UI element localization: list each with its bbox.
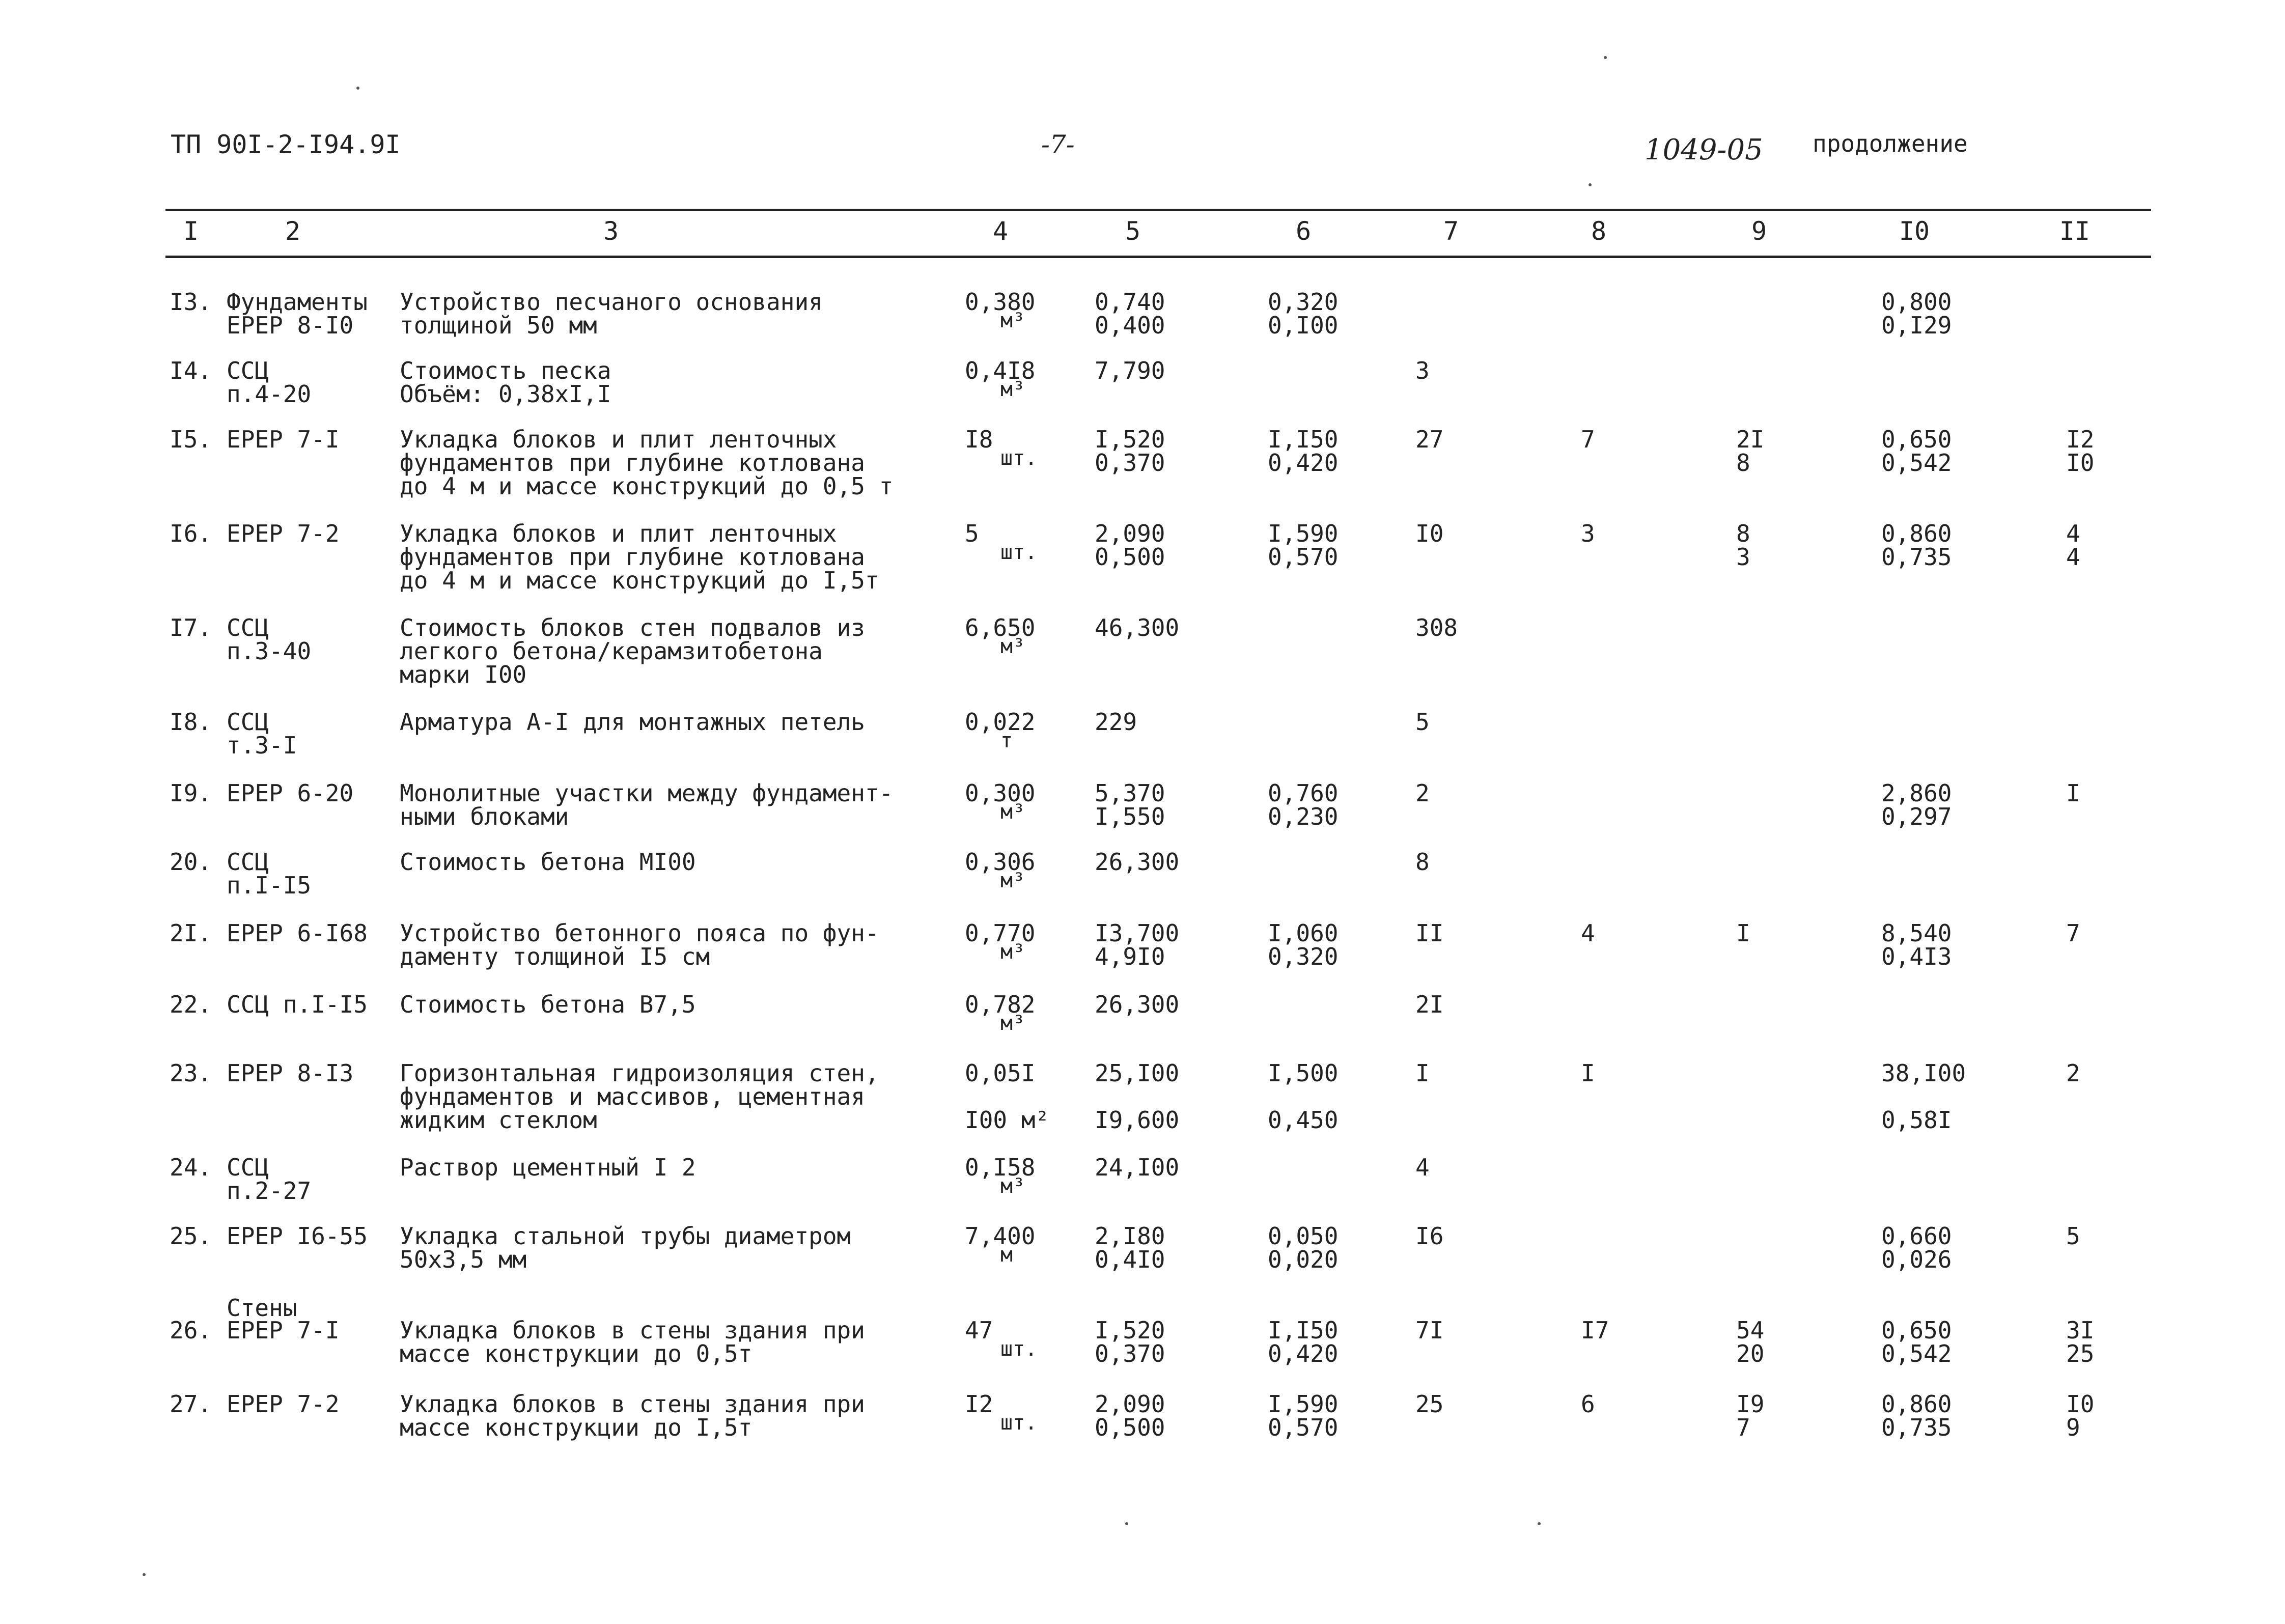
labor-per-unit: 0,800 0,I29 (1881, 288, 1952, 339)
scan-speck (1604, 56, 1607, 59)
unit-wage: 0,050 0,020 (1268, 1222, 1339, 1273)
quantity: 0,380 (965, 288, 1036, 316)
labor-total: I2 I0 (2066, 426, 2095, 477)
total-wage: 6 (1581, 1390, 1595, 1418)
quantity: 7,400 (965, 1222, 1036, 1250)
labor-total: 7 (2066, 919, 2080, 947)
continuation-label: продолжение (1813, 130, 1968, 157)
total-wage: 4 (1581, 919, 1595, 947)
unit-cost: I,520 0,370 (1095, 1317, 1165, 1367)
column-header: 2 (285, 216, 301, 246)
unit-cost: 5,370 I,550 (1095, 779, 1165, 830)
row-number: 27. (170, 1390, 212, 1418)
scan-speck (1125, 1522, 1128, 1525)
work-description: Арматура А-I для монтажных петель (400, 708, 865, 736)
rate-code: ЕРЕР 7-2 (227, 1390, 340, 1418)
unit-wage: 0,320 0,I00 (1268, 288, 1339, 339)
scan-speck (1589, 183, 1592, 186)
total-cost: 3 (1415, 357, 1430, 384)
work-description: Стоимость блоков стен подвалов из легкого бетона/керамзитобетона марки I00 (400, 614, 865, 688)
row-number: I8. (170, 708, 212, 736)
unit: м³ (1000, 1012, 1025, 1035)
labor-per-unit: 0,860 0,735 (1881, 520, 1952, 571)
column-header: 9 (1751, 216, 1767, 246)
row-number: 24. (170, 1154, 212, 1181)
labor-per-unit: 2,860 0,297 (1881, 779, 1952, 830)
row-number: I9. (170, 779, 212, 807)
rate-code: ЕРЕР 6-I68 (227, 919, 368, 947)
row-number: I4. (170, 357, 212, 384)
unit-cost: 46,300 (1095, 614, 1180, 641)
document-code: ТП 90I-2-I94.9I (171, 130, 401, 159)
machine-cost: 8 3 (1736, 520, 1750, 571)
unit-wage: I,I50 0,420 (1268, 1317, 1339, 1367)
total-cost: 308 (1415, 614, 1458, 641)
work-description: Устройство бетонного пояса по фун- даменту толщиной I5 см (400, 919, 879, 970)
labor-per-unit: 0,860 0,735 (1881, 1390, 1952, 1441)
quantity: 6,650 (965, 614, 1036, 641)
work-description: Монолитные участки между фундамент- ными блоками (400, 779, 894, 830)
column-header: I0 (1899, 216, 1930, 246)
column-header: II (2059, 216, 2091, 246)
unit: м³ (1000, 635, 1025, 658)
scan-speck (356, 87, 359, 90)
labor-per-unit: 8,540 0,4I3 (1881, 919, 1952, 970)
unit-cost: 229 (1095, 708, 1137, 736)
quantity: 0,770 (965, 919, 1036, 947)
machine-cost: 54 20 (1736, 1317, 1765, 1367)
handwritten-reference: 1049-05 (1645, 133, 1763, 166)
work-description: Укладка блоков и плит ленточных фундаментов при глубине котлована до 4 м и массе конструкций до 0,5 т (400, 426, 894, 500)
unit: м³ (1000, 940, 1025, 964)
column-header: 7 (1443, 216, 1459, 246)
unit-cost: 2,090 0,500 (1095, 520, 1165, 571)
unit-wage: I,060 0,320 (1268, 919, 1339, 970)
rate-code: ССЦ т.3-I (227, 708, 297, 759)
rate-code: ЕРЕР 7-I (227, 426, 340, 453)
rate-code: Фундаменты ЕРЕР 8-I0 (227, 288, 368, 339)
total-wage: I (1581, 1059, 1595, 1087)
unit: шт. (1000, 446, 1038, 470)
unit: м³ (1000, 800, 1025, 824)
group-label: Стены (227, 1294, 297, 1322)
rate-code: ЕРЕР I6-55 (227, 1222, 368, 1250)
rate-code: ССЦ п.2-27 (227, 1154, 312, 1205)
total-cost: 27 (1415, 426, 1444, 453)
total-cost: I6 (1415, 1222, 1444, 1250)
total-wage: 7 (1581, 426, 1595, 453)
unit-cost: 26,300 (1095, 991, 1180, 1018)
total-cost: II (1415, 919, 1444, 947)
unit-cost: 25,I00 I9,600 (1095, 1059, 1180, 1134)
unit: шт. (1000, 541, 1038, 564)
column-header: 3 (603, 216, 619, 246)
rate-code: ССЦ п.I-I5 (227, 991, 368, 1018)
total-cost: I0 (1415, 520, 1444, 547)
machine-cost: I (1736, 919, 1750, 947)
total-cost: 25 (1415, 1390, 1444, 1418)
work-description: Устройство песчаного основания толщиной 50 мм (400, 288, 823, 339)
labor-total: I (2066, 779, 2080, 807)
quantity: 47 (965, 1317, 993, 1344)
unit-wage: 0,760 0,230 (1268, 779, 1339, 830)
labor-per-unit: 0,650 0,542 (1881, 426, 1952, 477)
column-header: I (183, 216, 199, 246)
unit: м³ (1000, 378, 1025, 401)
total-cost: 5 (1415, 708, 1430, 736)
total-cost: 8 (1415, 848, 1430, 876)
work-description: Горизонтальная гидроизоляция стен, фундаментов и массивов, цементная жидким стеклом (400, 1059, 879, 1134)
column-header: 4 (992, 216, 1009, 246)
work-description: Стоимость песка Объём: 0,38хI,I (400, 357, 611, 408)
total-cost: I (1415, 1059, 1430, 1087)
scan-speck (1538, 1522, 1541, 1525)
total-cost: 7I (1415, 1317, 1444, 1344)
quantity: 0,I58 (965, 1154, 1036, 1181)
work-description: Стоимость бетона В7,5 (400, 991, 696, 1018)
column-header: 5 (1125, 216, 1141, 246)
total-wage: I7 (1581, 1317, 1609, 1344)
scan-speck (143, 1573, 146, 1576)
quantity: I2 (965, 1390, 993, 1418)
unit-wage: I,590 0,570 (1268, 1390, 1339, 1441)
quantity: 0,05I I00 м² (965, 1059, 1050, 1134)
quantity: 0,306 (965, 848, 1036, 876)
labor-total: 5 (2066, 1222, 2080, 1250)
rate-code: ССЦ п.I-I5 (227, 848, 312, 899)
unit-wage: I,590 0,570 (1268, 520, 1339, 571)
unit-cost: 2,090 0,500 (1095, 1390, 1165, 1441)
unit: м (1000, 1243, 1013, 1267)
unit: шт. (1000, 1337, 1038, 1361)
unit: м³ (1000, 309, 1025, 332)
table-top-rule (165, 209, 2151, 211)
unit-cost: 26,300 (1095, 848, 1180, 876)
total-wage: 3 (1581, 520, 1595, 547)
unit-cost: 0,740 0,400 (1095, 288, 1165, 339)
row-number: 20. (170, 848, 212, 876)
table-header-rule (165, 256, 2151, 258)
rate-code: ЕРЕР 7-I (227, 1317, 340, 1344)
quantity: 0,300 (965, 779, 1036, 807)
labor-total: 2 (2066, 1059, 2080, 1087)
row-number: 25. (170, 1222, 212, 1250)
labor-per-unit: 38,I00 0,58I (1881, 1059, 1966, 1134)
total-cost: 4 (1415, 1154, 1430, 1181)
unit-wage: I,I50 0,420 (1268, 426, 1339, 477)
unit-cost: 24,I00 (1095, 1154, 1180, 1181)
unit: шт. (1000, 1411, 1038, 1435)
row-number: I5. (170, 426, 212, 453)
page-number: -7- (1041, 130, 1075, 159)
work-description: Укладка блоков в стены здания при массе конструкции до 0,5т (400, 1317, 865, 1367)
work-description: Раствор цементный I 2 (400, 1154, 696, 1181)
column-header: 6 (1295, 216, 1312, 246)
labor-per-unit: 0,650 0,542 (1881, 1317, 1952, 1367)
unit: т (1000, 729, 1013, 752)
machine-cost: 2I 8 (1736, 426, 1765, 477)
unit: м³ (1000, 1174, 1025, 1198)
rate-code: ЕРЕР 8-I3 (227, 1059, 354, 1087)
labor-total: 4 4 (2066, 520, 2080, 571)
labor-per-unit: 0,660 0,026 (1881, 1222, 1952, 1273)
total-cost: 2I (1415, 991, 1444, 1018)
rate-code: ССЦ п.4-20 (227, 357, 312, 408)
row-number: I3. (170, 288, 212, 316)
unit-cost: I3,700 4,9I0 (1095, 919, 1180, 970)
quantity: 0,4I8 (965, 357, 1036, 384)
rate-code: ССЦ п.3-40 (227, 614, 312, 665)
column-header: 8 (1591, 216, 1607, 246)
unit-cost: 2,I80 0,4I0 (1095, 1222, 1165, 1273)
machine-cost: I9 7 (1736, 1390, 1765, 1441)
row-number: 23. (170, 1059, 212, 1087)
unit-cost: 7,790 (1095, 357, 1165, 384)
work-description: Укладка стальной трубы диаметром 50х3,5 мм (400, 1222, 851, 1273)
row-number: 2I. (170, 919, 212, 947)
total-cost: 2 (1415, 779, 1430, 807)
rate-code: ЕРЕР 7-2 (227, 520, 340, 547)
quantity: 0,782 (965, 991, 1036, 1018)
unit: м³ (1000, 869, 1025, 892)
row-number: 26. (170, 1317, 212, 1344)
row-number: I6. (170, 520, 212, 547)
work-description: Укладка блоков в стены здания при массе конструкции до I,5т (400, 1390, 865, 1441)
labor-total: 3I 25 (2066, 1317, 2095, 1367)
rate-code: ЕРЕР 6-20 (227, 779, 354, 807)
labor-total: I0 9 (2066, 1390, 2095, 1441)
unit-wage: I,500 0,450 (1268, 1059, 1339, 1134)
work-description: Стоимость бетона МI00 (400, 848, 696, 876)
quantity: 5 (965, 520, 979, 547)
unit-cost: I,520 0,370 (1095, 426, 1165, 477)
work-description: Укладка блоков и плит ленточных фундаментов при глубине котлована до 4 м и массе конструкций до I,5т (400, 520, 879, 594)
row-number: I7. (170, 614, 212, 641)
row-number: 22. (170, 991, 212, 1018)
quantity: I8 (965, 426, 993, 453)
quantity: 0,022 (965, 708, 1036, 736)
